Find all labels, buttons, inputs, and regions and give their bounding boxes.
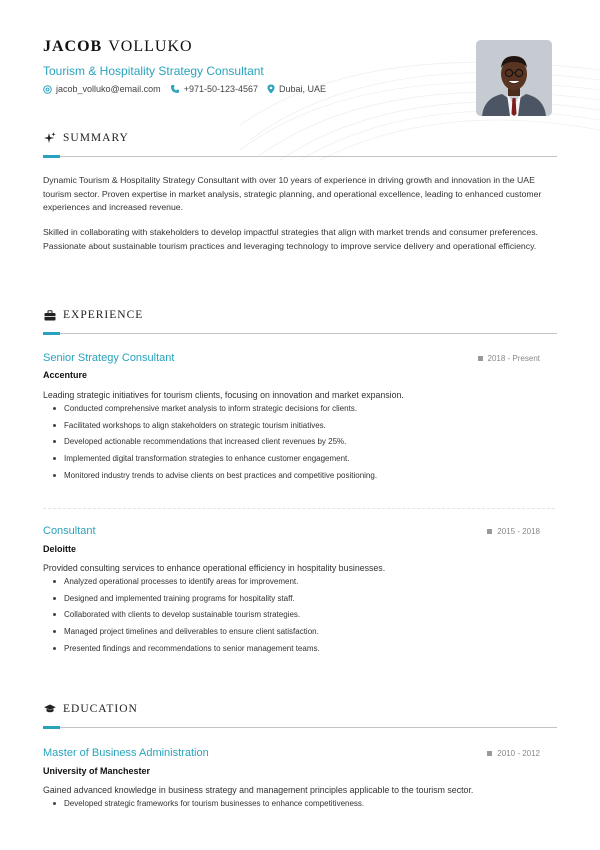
experience-accent <box>43 332 60 335</box>
phone-icon <box>170 84 180 94</box>
list-item: Developed strategic frameworks for tourism businesses to enhance competitiveness. <box>53 798 364 815</box>
summary-paragraph-2: Skilled in collaborating with stakeholders to develop impactful strategies that align with market trends and consumer preferences. Passionate about sustainable tourism practices and leveraging technology to improve service delivery and operational efficiency. <box>43 227 538 251</box>
education-section-header <box>43 702 138 716</box>
candidate-name <box>43 38 193 56</box>
job-2-dates-text: 2015 - 2018 <box>497 527 540 536</box>
job-1-title: Senior Strategy Consultant <box>43 352 175 364</box>
job-2-description: Provided consulting services to enhance operational efficiency in hospitality businesses. <box>43 563 386 573</box>
calendar-icon <box>487 751 492 756</box>
degree-title: Master of Business Administration <box>43 747 209 759</box>
job-1-dates-text: 2018 - Present <box>487 354 540 363</box>
list-item: Presented findings and recommendations to senior management teams. <box>53 643 320 660</box>
education-rule <box>43 727 557 728</box>
first-name: JACOB <box>43 38 103 55</box>
education-dates-text: 2010 - 2012 <box>497 749 540 758</box>
graduation-cap-icon <box>43 702 57 716</box>
contact-email[interactable] <box>43 84 161 94</box>
job-1-bullets <box>53 403 377 486</box>
list-item: Implemented digital transformation strategies to enhance customer engagement. <box>53 453 377 470</box>
summary-heading: SUMMARY <box>63 132 129 144</box>
list-item: Designed and implemented training programs for hospitality staff. <box>53 593 320 610</box>
job-1-description: Leading strategic initiatives for tourism clients, focusing on innovation and market expansion. <box>43 390 404 400</box>
job-2-bullets <box>53 576 320 659</box>
job-headline: Tourism & Hospitality Strategy Consultant <box>43 64 264 78</box>
job-2-company: Deloitte <box>43 544 77 554</box>
list-item: Developed actionable recommendations that increased client revenues by 25%. <box>53 436 377 453</box>
school-name: University of Manchester <box>43 766 151 776</box>
job-1-dates <box>478 354 540 363</box>
list-item: Facilitated workshops to align stakeholders on strategic tourism initiatives. <box>53 420 377 437</box>
phone-text: +971-50-123-4567 <box>183 84 258 94</box>
list-item: Monitored industry trends to advise clients on best practices and competitive positioning. <box>53 470 377 487</box>
list-item: Managed project timelines and deliverables to ensure client satisfaction. <box>53 626 320 643</box>
calendar-icon <box>487 529 492 534</box>
education-heading: EDUCATION <box>63 703 138 715</box>
job-1-company: Accenture <box>43 370 88 380</box>
education-bullets <box>53 798 364 815</box>
location-text: Dubai, UAE <box>279 84 327 94</box>
education-dates <box>487 749 540 758</box>
contact-bar <box>43 84 335 94</box>
profile-photo <box>476 40 552 116</box>
list-item: Analyzed operational processes to identify areas for improvement. <box>53 576 320 593</box>
summary-paragraph-1: Dynamic Tourism & Hospitality Strategy Consultant with over 10 years of experience in driving growth and innovation in the UAE tourism sector. Proven expertise in market analysis, strategic planning, and operational excellence, leading to enhanced customer experiences and increased revenue. <box>43 175 542 212</box>
education-accent <box>43 726 60 729</box>
at-icon <box>43 85 52 94</box>
experience-heading: EXPERIENCE <box>63 309 144 321</box>
education-description: Gained advanced knowledge in business strategy and management principles applicable to the tourism sector. <box>43 785 474 795</box>
summary-rule <box>43 156 557 157</box>
experience-rule <box>43 333 557 334</box>
contact-location <box>267 84 326 94</box>
job-2-title: Consultant <box>43 525 96 537</box>
last-name: VOLLUKO <box>108 38 193 55</box>
experience-section-header <box>43 308 143 322</box>
sparkle-icon <box>43 131 57 145</box>
summary-section-header <box>43 131 129 145</box>
job-2-dates <box>487 527 540 536</box>
contact-phone[interactable] <box>170 84 258 94</box>
list-item: Conducted comprehensive market analysis to inform strategic decisions for clients. <box>53 403 377 420</box>
calendar-icon <box>478 356 483 361</box>
location-pin-icon <box>267 84 275 94</box>
email-text: jacob_volluko@email.com <box>56 84 161 94</box>
list-item: Collaborated with clients to develop sustainable tourism strategies. <box>53 609 320 626</box>
avatar <box>476 40 552 116</box>
briefcase-icon <box>43 308 57 322</box>
summary-accent <box>43 155 60 158</box>
job-divider <box>43 508 555 509</box>
